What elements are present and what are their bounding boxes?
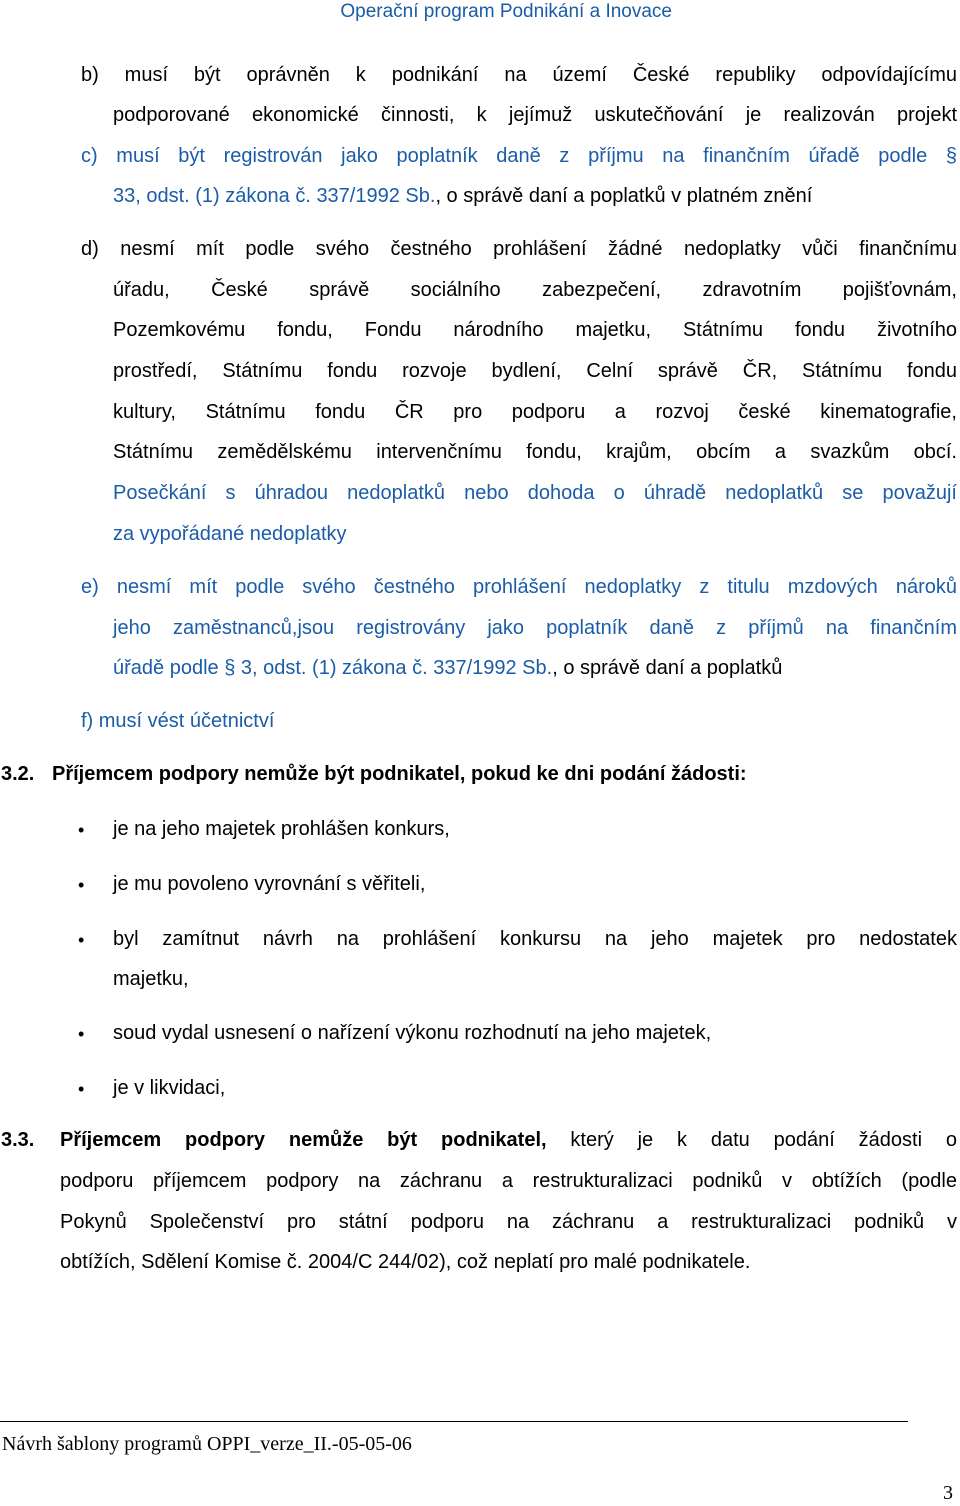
section-e-line-2: jeho zaměstnanců,jsou registrovány jako poplatník daně z příjmů na finančním [113,617,957,639]
section-3-3-heading: Příjemcem podpory nemůže být podnikatel, [60,1129,547,1151]
section-d-line-3: Pozemkovému fondu, Fondu národního majetku, Státnímu fondu životního [113,319,957,341]
list-item: je mu povoleno vyrovnání s věřiteli, [113,873,426,895]
section-d-line-7: Posečkání s úhradou nedoplatků nebo dohoda o úhradě nedoplatků se považují [113,482,957,504]
section-3-2-number: 3.2. [1,763,35,785]
section-3-2-heading: Příjemcem podpory nemůže být podnikatel, pokud ke dni podání žádosti: [52,763,747,785]
section-c-line-2-rest: , o správě daní a poplatků v platném znění [435,185,813,207]
bullet-icon: • [78,875,85,895]
section-d-line-6: Státnímu zemědělskému intervenčnímu fondu, krajům, obcím a svazkům obcí. [113,441,957,463]
section-c-line-1: c) musí být registrován jako poplatník daně z příjmu na finančním úřadě podle § [81,145,957,167]
list-item: je na jeho majetek prohlášen konkurs, [113,818,450,840]
footer-divider [0,1421,908,1422]
section-c-line-2 [113,186,812,206]
bullet-icon: • [78,930,85,950]
footer-text: Návrh šablony programů OPPI_verze_II.-05-05-06 [2,1433,412,1455]
section-d-line-2: úřadu, České správě sociálního zabezpečení, zdravotním pojišťovnám, [113,279,957,301]
section-3-3-line-2: podporu příjemcem podpory na záchranu a restrukturalizaci podniků v obtížích (podle [60,1170,957,1192]
section-3-3-line-3: Pokynů Společenství pro státní podporu na záchranu a restrukturalizaci podniků v [60,1211,957,1233]
section-e-law-reference: úřadě podle § 3, odst. (1) zákona č. 337/1992 Sb. [113,657,553,679]
bullet-icon: • [78,820,85,840]
section-c-law-reference: 33, odst. (1) zákona č. 337/1992 Sb. [113,185,436,207]
page-number: 3 [943,1482,953,1504]
section-d-line-5: kultury, Státnímu fondu ČR pro podporu a rozvoj české kinematografie, [113,401,957,423]
section-3-3-line-4: obtížích, Sdělení Komise č. 2004/C 244/02), což neplatí pro malé podnikatele. [60,1251,751,1273]
section-e-line-3 [113,658,782,678]
section-3-3-number: 3.3. [1,1129,35,1151]
bullet-icon: • [78,1024,85,1044]
section-e-line-3-rest: , o správě daní a poplatků [552,657,783,679]
section-b-line-1: b) musí být oprávněn k podnikání na území České republiky odpovídajícímu [81,64,957,86]
section-e-line-1: e) nesmí mít podle svého čestného prohlášení nedoplatky z titulu mzdových nároků [81,576,957,598]
section-3-3-line-1 [60,1130,957,1150]
section-b-line-2: podporované ekonomické činnosti, k jejímuž uskutečňování je realizován projekt [113,104,957,126]
section-d-line-8: za vypořádané nedoplatky [113,523,347,545]
list-item: je v likvidaci, [113,1077,226,1099]
section-d-line-1: d) nesmí mít podle svého čestného prohlášení žádné nedoplatky vůči finančnímu [81,238,957,260]
list-item-continuation: majetku, [113,968,189,990]
list-item: soud vydal usnesení o nařízení výkonu rozhodnutí na jeho majetek, [113,1022,712,1044]
section-d-line-4: prostředí, Státnímu fondu rozvoje bydlení, Celní správě ČR, Státnímu fondu [113,360,957,382]
section-3-3-line-1-rest: který je k datu podání žádosti o [546,1129,957,1151]
section-f-line-1: f) musí vést účetnictví [81,710,275,732]
list-item: byl zamítnut návrh na prohlášení konkursu na jeho majetek pro nedostatek [113,928,957,950]
bullet-icon: • [78,1079,85,1099]
document-header: Operační program Podnikání a Inovace [340,1,672,22]
